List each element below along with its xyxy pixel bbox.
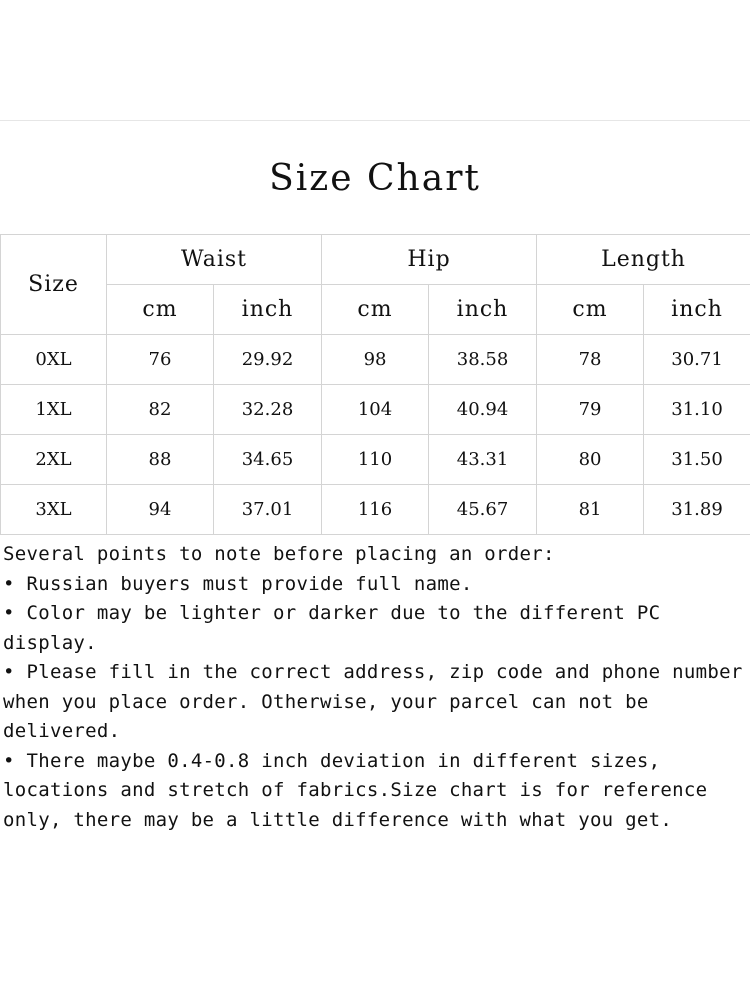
table-cell: 81 [537, 485, 644, 535]
note-item: • There maybe 0.4-0.8 inch deviation in different sizes, locations and stretch of fabrics.Size chart is for reference only, there may be a little difference with what you get. [3, 747, 747, 836]
table-cell: 40.94 [429, 385, 537, 435]
size-header: Size [1, 235, 107, 335]
table-row [1, 435, 750, 485]
table-cell: 31.89 [644, 485, 750, 535]
table-cell: 31.10 [644, 385, 750, 435]
table-cell: 30.71 [644, 335, 750, 385]
unit-header: inch [644, 285, 750, 335]
table-cell: 78 [537, 335, 644, 385]
note-item: • Please fill in the correct address, zip code and phone number when you place order. Otherwise, your parcel can not be delivered. [3, 658, 747, 747]
unit-header: cm [537, 285, 644, 335]
table-cell: 76 [107, 335, 214, 385]
table-cell: 104 [322, 385, 429, 435]
table-cell: 37.01 [214, 485, 322, 535]
unit-header: cm [107, 285, 214, 335]
notes-heading: Several points to note before placing an order: [3, 543, 555, 565]
size-cell: 0XL [1, 335, 107, 385]
table-cell: 45.67 [429, 485, 537, 535]
top-divider [0, 120, 750, 121]
length-header: Length [537, 235, 750, 285]
table-cell: 82 [107, 385, 214, 435]
size-cell: 2XL [1, 435, 107, 485]
size-cell: 1XL [1, 385, 107, 435]
size-table [0, 234, 750, 535]
unit-header: cm [322, 285, 429, 335]
table-cell: 94 [107, 485, 214, 535]
table-unit-row [1, 285, 750, 335]
table-header-row [1, 235, 750, 285]
table-cell: 32.28 [214, 385, 322, 435]
table-cell: 80 [537, 435, 644, 485]
page-title: Size Chart [269, 158, 481, 199]
table-cell: 38.58 [429, 335, 537, 385]
table-row [1, 485, 750, 535]
table-cell: 88 [107, 435, 214, 485]
order-notes [3, 540, 747, 835]
note-item: • Color may be lighter or darker due to the different PC display. [3, 599, 747, 658]
table-cell: 79 [537, 385, 644, 435]
table-cell: 110 [322, 435, 429, 485]
note-item: • Russian buyers must provide full name. [3, 570, 747, 600]
unit-header: inch [429, 285, 537, 335]
table-cell: 31.50 [644, 435, 750, 485]
table-row [1, 335, 750, 385]
hip-header: Hip [322, 235, 537, 285]
table-cell: 116 [322, 485, 429, 535]
table-row [1, 385, 750, 435]
table-cell: 29.92 [214, 335, 322, 385]
table-cell: 43.31 [429, 435, 537, 485]
table-cell: 98 [322, 335, 429, 385]
size-cell: 3XL [1, 485, 107, 535]
waist-header: Waist [107, 235, 322, 285]
unit-header: inch [214, 285, 322, 335]
table-cell: 34.65 [214, 435, 322, 485]
